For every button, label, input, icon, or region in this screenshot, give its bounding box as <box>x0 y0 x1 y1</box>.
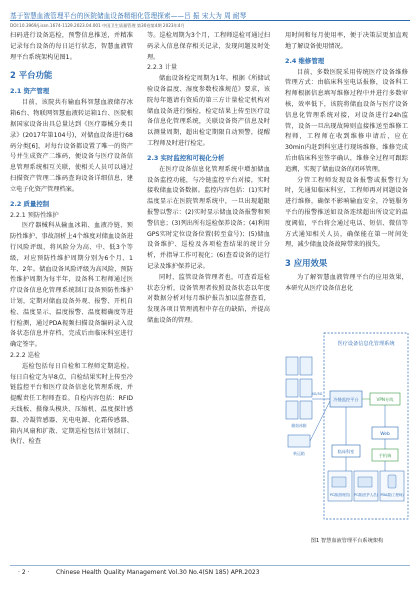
paragraph: 分管工程师发现设备报警或报警行为时，先通知临床科室，工程师再对问题设备进行维修，确保不影响输血安全，冷链服务平台的报警推送如设备连续超出所设定的温度阈值，平台将会通过电话、短信、微信等方式通知相关人员，确保能在第一时间处理，减少储血设备故障带来的损失。 <box>285 176 408 249</box>
pda-label: PDA端(工程师) <box>380 493 404 497</box>
paragraph: 医疗器械科从输血冰箱、血液冷链、预防性维护、事故剖析上4个维度对储血设备进行风险评级，将风险分为高、中、低3个等级，对应预防性维护周期分别为6个月、1年、2年。储血设备风险评级为高风险，预防性维护周期为每半年，设备科工程师通过医疗设备信息化管理系统制订设备预防性维护计划，定期对储血设备外观、报警、开机自检、温度显示、温度报警、温度精确度等进行检测，通过PDA视频扫描设备编码录入设备状态信息并存档，完成后由临床科室进行确定签字。 <box>10 222 133 349</box>
architecture-figure <box>284 331 410 521</box>
subsection-heading: 2.2 质量控制 <box>10 199 50 208</box>
column-2 <box>147 31 270 327</box>
subsubsection-label: 2.2.2 巡检 <box>10 351 41 359</box>
paragraph: 目前，该院共有输血科智慧血液储存冰箱6台、物联网智慧血液转运箱1台、医院根据国家设备出具总量达到《医疗器械分类目录》(2017年第104号)，对储血设备进行68码分类[6]，对每台设备都设置了唯一的资产号并生成资产二维码，便设备与医疗设备信息管理系统相互关联，使相关人员可以通过扫描资产管理二维码查询设备详细信息，建立电子化资产管理档案。 <box>10 99 133 193</box>
transport-box-icon <box>288 435 310 447</box>
subsubsection-label: 2.2.3 计量 <box>147 64 178 72</box>
paragraph: 等。巡检周期为3个月，工程师巡检可通过扫码录入信息保存相关记录，发现问题及时处理。 <box>147 32 270 61</box>
subsubsection-heading <box>10 351 133 362</box>
network-label: 4G/5G <box>311 392 323 396</box>
fridge-icon <box>286 401 298 419</box>
journal-footer: Chinese Health Quality Management Vol.30 No.4(SN 185) APR.2023 <box>56 569 260 576</box>
subsubsection-heading <box>10 211 133 222</box>
fridge-icon <box>286 357 298 375</box>
web-label: Web <box>380 432 390 437</box>
fridge-icon <box>286 379 298 397</box>
subsection-heading: 2.1 资产管理 <box>10 87 50 96</box>
paragraph: 同时，监管设备管理者也，可查看巡检状态分析，设备管理者按照设备状态以年度对数据分析对每月维护报告加以监督查看，发现各项目管理流程中存在的缺陷，并提高储血设备的管理。 <box>147 273 270 324</box>
clinical-label: 临床科室 <box>337 449 355 454</box>
subsubsection-heading <box>147 63 270 74</box>
cold-chain-label: 冷链监控平台 <box>333 397 359 402</box>
connector-line <box>310 401 330 441</box>
fridge-icon <box>300 357 312 375</box>
pda-device-icon <box>388 475 396 488</box>
paragraph: 储血设备检定周期为1年。根据《所储试验设备温度、湿度参数校准规范》要求，该院每年邀请有资质的第三方计量检定机构对储血设备进行强检，检定结果上传至医疗设备信息化管理系统，关联设备资产信息及时以测量周期，超出检定期限自动预警，提醒工程师及时进行检定。 <box>147 75 270 147</box>
journal-info: DOI:10.3969/j.issn.1674-1129.2023.04.001 中国卫生质量管理 第30卷第4期 2023年4月 <box>10 23 185 28</box>
paragraph: 扫码进行设备巡检，预警信息推送，并精准记录每台设备的每日运行状态，智慧血液管理平台系统架构见图1。 <box>10 32 133 61</box>
monitor-icon <box>358 477 372 487</box>
vpn-label: VPN专线 <box>376 397 394 402</box>
pc-admin-label: PC端(管理员) <box>329 493 351 497</box>
fridge-icon <box>300 379 312 397</box>
fridge-icon <box>300 401 312 419</box>
figure-caption: 图1 智慧血液管理平台系统架构 <box>310 538 384 544</box>
section-heading: 3 应用效果 <box>285 258 328 269</box>
section-heading: 2 平台功能 <box>10 70 53 81</box>
subsection-heading: 2.3 实时监控和可视化分析 <box>147 153 225 162</box>
main-system-label: 医疗设备信息化管理系统 <box>337 341 395 347</box>
paragraph: 目前，多数医院采用传统医疗设备维修管理方式：由临床科室电话报修，设备科工程师根据信息填写维修过程中并进行多数审核，效率低下，该院将储血设备与医疗设备信息化管理系统对接，对设备进行24h监管，设备一旦出现故障则直接推送至维修工程师，工程师在收到维修申请后，应在30min内赶到科室进行现场维修，维修完成后由临床科室签字确认，维修全过程可跟踪追溯，实现了储血设备的闭环管理。 <box>285 68 408 173</box>
paragraph: 用时间和每月使用率，便于决策层更加直观地了解设备使用情况。 <box>285 32 408 50</box>
page-footer <box>10 565 410 578</box>
pc-dept-label: PC端(医护人员) <box>353 493 379 497</box>
monitor-icon <box>332 477 346 487</box>
transport-box-label: 转运箱 <box>293 451 305 456</box>
storage-label: 储血冰箱 <box>291 423 307 428</box>
column-1 <box>10 31 133 448</box>
page-number: · 2 · <box>18 569 30 576</box>
running-header <box>10 10 410 20</box>
column-3 <box>285 31 408 295</box>
subsection-heading: 2.4 维修管理 <box>285 56 325 65</box>
header-rule <box>10 20 410 21</box>
mobile-label: 手机端 <box>378 453 392 458</box>
paragraph: 在医疗设备信息化管理系统中增加储血设备监控功能，与冷链监控平台对接，实时接收储血设备数据。监控内容包括：(1)实时温度显示在医院管理系统中，一旦出现超限报警以警示：(2)实时显示储血设备报警和预警信息；(3)列出所有巡检保养设备；(4)利用GPS实时定位设备位置(转至盒号)；(5)储血设备维护、巡检及各项检查结果的统计分析，并指导工作可视化；(6)查看设备的运行记录及维护保养记录。 <box>147 165 270 270</box>
paragraph: 巡检包括每日自检和工程师定期巡检。每日自检定为早8点，自检结果实时上传至冷链监控平台和医疗设备信息化管理系统，并提醒责任工程师查看。自检内容包括：RFID天线板、摄像头模块、压缩机、温度探针感器、冷凝管感器、光电电源、化霜传感器、箱内风扇和扩散、定期巡检包括计划制订、执行、检查 <box>10 362 133 446</box>
paragraph: 为了解智慧血液管理平台的应用效果，本研究从医疗设备信息化 <box>285 274 408 292</box>
subsubsection-label: 2.2.1 预防性维护 <box>10 211 59 219</box>
running-title: 基于智慧血液管理平台的医院储血设备精细化管理探索——吕 振 宋大为 周 耐琴 <box>10 12 247 20</box>
